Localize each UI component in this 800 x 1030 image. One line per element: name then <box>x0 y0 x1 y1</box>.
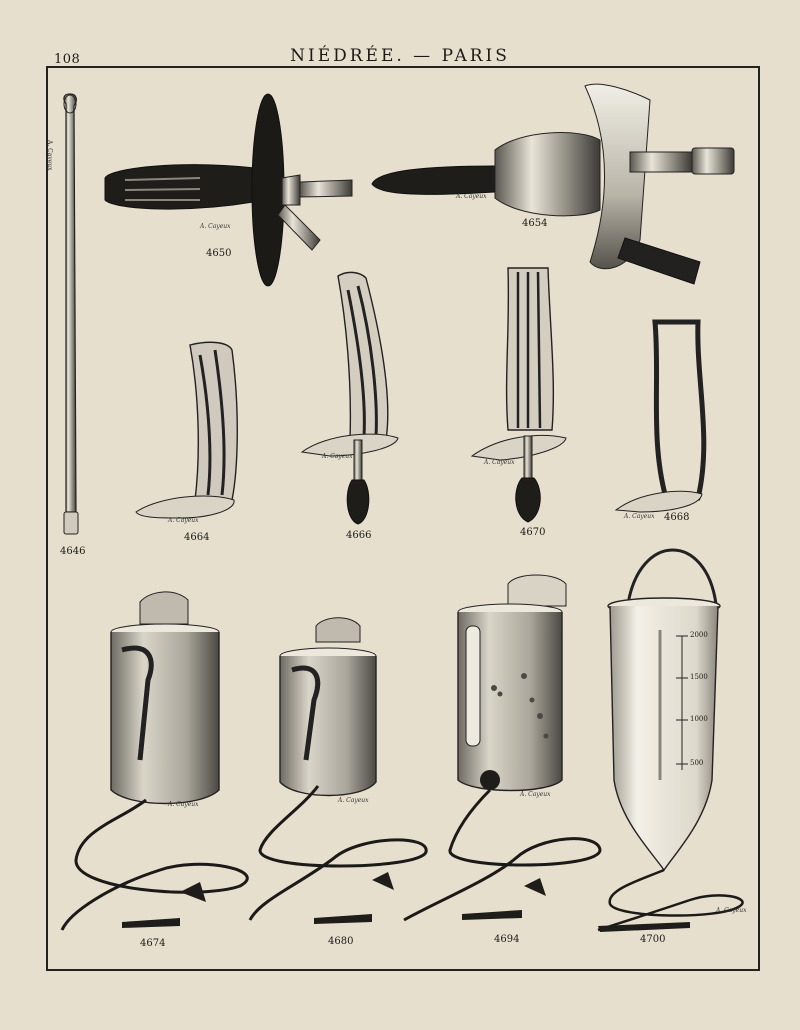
catalogue-number-4674: 4674 <box>140 938 166 949</box>
figure-4668-speculum <box>616 322 704 520</box>
scale-label-1500: 1500 <box>690 673 708 681</box>
figure-4694-irrigator <box>404 575 600 920</box>
catalogue-number-4666: 4666 <box>346 530 372 541</box>
svg-text:A. Cayeux: A. Cayeux <box>200 223 231 230</box>
svg-text:A. Cayeux: A. Cayeux <box>46 140 53 171</box>
scale-label-1000: 1000 <box>690 715 708 723</box>
running-head: NIÉDRÉE. — PARIS <box>290 46 510 66</box>
catalogue-number-4680: 4680 <box>328 936 354 947</box>
figure-4646-rod <box>46 94 78 534</box>
catalogue-number-4670: 4670 <box>520 527 546 538</box>
catalogue-number-4694: 4694 <box>494 934 520 945</box>
svg-text:A. Cayeux: A. Cayeux <box>322 453 353 460</box>
scale-label-2000: 2000 <box>690 631 708 639</box>
svg-text:A. Cayeux: A. Cayeux <box>484 459 515 466</box>
catalogue-number-4700: 4700 <box>640 934 666 945</box>
svg-text:A. Cayeux: A. Cayeux <box>624 513 655 520</box>
svg-text:A. Cayeux: A. Cayeux <box>168 517 199 524</box>
catalogue-number-4664: 4664 <box>184 532 210 543</box>
catalogue-number-4668: 4668 <box>664 512 690 523</box>
figure-4680-irrigator <box>250 618 426 924</box>
svg-text:A. Cayeux: A. Cayeux <box>520 791 551 798</box>
svg-text:A. Cayeux: A. Cayeux <box>338 797 369 804</box>
catalogue-number-4654: 4654 <box>522 218 548 229</box>
figure-4670-speculum <box>472 268 566 522</box>
page-number: 108 <box>54 52 81 67</box>
catalogue-number-4650: 4650 <box>206 248 232 259</box>
svg-text:A. Cayeux: A. Cayeux <box>716 907 747 914</box>
figure-4674-irrigator <box>62 592 247 930</box>
figure-4654-speculum <box>372 84 734 284</box>
figure-4700-graduated-irrigator <box>598 550 747 932</box>
svg-text:A. Cayeux: A. Cayeux <box>168 801 199 808</box>
catalogue-number-4646: 4646 <box>60 546 86 557</box>
figure-4664-speculum <box>136 342 237 524</box>
figure-4666-speculum <box>302 272 398 524</box>
scale-label-500: 500 <box>690 759 704 767</box>
svg-text:A. Cayeux: A. Cayeux <box>456 193 487 200</box>
